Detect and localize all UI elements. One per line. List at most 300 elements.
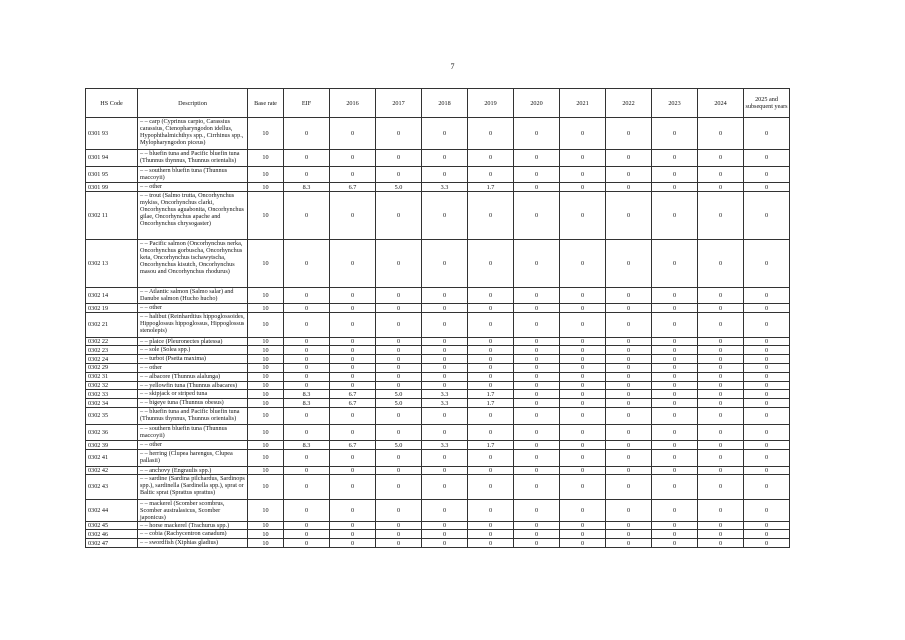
rate-cell: 0 (606, 304, 652, 313)
rate-cell: 0 (744, 239, 790, 287)
rate-cell: 0 (744, 313, 790, 337)
rate-cell: 0 (514, 407, 560, 424)
description-cell: – – sole (Solea spp.) (138, 346, 248, 355)
hs-code-cell: 0302 23 (86, 346, 138, 355)
rate-cell: 0 (422, 530, 468, 539)
hs-code-cell: 0302 33 (86, 390, 138, 399)
rate-cell: 0 (284, 407, 330, 424)
rate-cell: 0 (652, 118, 698, 150)
rate-cell: 0 (284, 192, 330, 240)
rate-cell: 0 (698, 346, 744, 355)
rate-cell: 5.0 (376, 390, 422, 399)
rate-cell: 0 (560, 346, 606, 355)
rate-cell: 0 (330, 381, 376, 390)
rate-cell: 0 (698, 337, 744, 346)
rate-cell: 10 (248, 499, 284, 521)
rate-cell: 0 (422, 424, 468, 441)
rate-cell: 0 (468, 313, 514, 337)
table-row (86, 239, 790, 287)
rate-cell: 0 (514, 449, 560, 466)
rate-cell: 0 (376, 346, 422, 355)
rate-cell: 0 (376, 530, 422, 539)
description-cell: – – Atlantic salmon (Salmo salar) and Danube salmon (Hucho hucho) (138, 287, 248, 304)
rate-cell: 0 (606, 166, 652, 183)
rate-cell: 0 (652, 304, 698, 313)
rate-cell: 0 (468, 346, 514, 355)
header-2020: 2020 (514, 89, 560, 118)
rate-cell: 0 (652, 466, 698, 475)
rate-cell: 0 (330, 192, 376, 240)
rate-cell: 0 (744, 539, 790, 548)
rate-cell: 10 (248, 313, 284, 337)
rate-cell: 0 (744, 304, 790, 313)
rate-cell: 0 (330, 407, 376, 424)
rate-cell: 0 (330, 313, 376, 337)
rate-cell: 0 (652, 150, 698, 167)
rate-cell: 0 (376, 424, 422, 441)
hs-code-cell: 0301 95 (86, 166, 138, 183)
rate-cell: 0 (652, 521, 698, 530)
header-2022: 2022 (606, 89, 652, 118)
rate-cell: 0 (284, 166, 330, 183)
rate-cell: 0 (468, 192, 514, 240)
page-number: 7 (450, 62, 455, 71)
hs-code-cell: 0302 44 (86, 499, 138, 521)
rate-cell: 0 (422, 355, 468, 364)
rate-cell: 0 (652, 499, 698, 521)
rate-cell: 0 (652, 424, 698, 441)
rate-cell: 0 (744, 118, 790, 150)
rate-cell: 3.3 (422, 399, 468, 408)
rate-cell: 0 (560, 192, 606, 240)
rate-cell: 0 (330, 530, 376, 539)
rate-cell: 6.7 (330, 441, 376, 450)
rate-cell: 10 (248, 118, 284, 150)
rate-cell: 0 (284, 381, 330, 390)
rate-cell: 0 (698, 372, 744, 381)
rate-cell: 0 (652, 239, 698, 287)
description-cell: – – carp (Cyprinus carpio, Carassius carassius, Ctenopharyngodon idellus, Hypophthalmichthys spp., Cirrhinus spp., Mylopharyngodon piceus) (138, 118, 248, 150)
rate-cell: 10 (248, 407, 284, 424)
description-cell: – – bluefin tuna and Pacific bluefin tuna (Thunnus thynnus, Thunnus orientalis) (138, 150, 248, 167)
rate-cell: 0 (514, 337, 560, 346)
rate-cell: 0 (652, 183, 698, 192)
rate-cell: 6.7 (330, 390, 376, 399)
rate-cell: 0 (284, 287, 330, 304)
rate-cell: 0 (652, 475, 698, 499)
rate-cell: 0 (284, 304, 330, 313)
rate-cell: 0 (606, 449, 652, 466)
rate-cell: 0 (652, 390, 698, 399)
rate-cell: 0 (606, 499, 652, 521)
rate-cell: 0 (376, 521, 422, 530)
rate-cell: 0 (422, 304, 468, 313)
rate-cell: 0 (330, 499, 376, 521)
hs-code-cell: 0302 24 (86, 355, 138, 364)
description-cell: – – mackerel (Scomber scombrus, Scomber australasicus, Scomber japonicus) (138, 499, 248, 521)
rate-cell: 0 (698, 381, 744, 390)
rate-cell: 0 (376, 499, 422, 521)
rate-cell: 0 (652, 313, 698, 337)
rate-cell: 0 (284, 313, 330, 337)
rate-cell: 10 (248, 381, 284, 390)
rate-cell: 0 (422, 166, 468, 183)
rate-cell: 0 (514, 499, 560, 521)
rate-cell: 10 (248, 337, 284, 346)
rate-cell: 0 (744, 449, 790, 466)
rate-cell: 0 (606, 399, 652, 408)
rate-cell: 0 (514, 192, 560, 240)
rate-cell: 0 (284, 466, 330, 475)
table-row (86, 530, 790, 539)
rate-cell: 0 (514, 287, 560, 304)
rate-cell: 0 (606, 521, 652, 530)
rate-cell: 0 (514, 372, 560, 381)
rate-cell: 0 (284, 475, 330, 499)
rate-cell: 10 (248, 166, 284, 183)
rate-cell: 0 (284, 239, 330, 287)
rate-cell: 0 (698, 363, 744, 372)
rate-cell: 0 (330, 363, 376, 372)
rate-cell: 10 (248, 441, 284, 450)
rate-cell: 0 (606, 346, 652, 355)
rate-cell: 0 (652, 530, 698, 539)
rate-cell: 0 (744, 372, 790, 381)
hs-code-cell: 0302 29 (86, 363, 138, 372)
rate-cell: 0 (560, 530, 606, 539)
rate-cell: 8.3 (284, 390, 330, 399)
rate-cell: 0 (652, 166, 698, 183)
rate-cell: 0 (376, 466, 422, 475)
header-2024: 2024 (698, 89, 744, 118)
rate-cell: 0 (652, 346, 698, 355)
rate-cell: 0 (376, 363, 422, 372)
rate-cell: 0 (560, 150, 606, 167)
rate-cell: 0 (330, 449, 376, 466)
rate-cell: 0 (606, 192, 652, 240)
rate-cell: 0 (376, 381, 422, 390)
rate-cell: 10 (248, 399, 284, 408)
description-cell: – – albacore (Thunnus alalunga) (138, 372, 248, 381)
rate-cell: 0 (652, 539, 698, 548)
hs-code-cell: 0301 99 (86, 183, 138, 192)
table-row (86, 499, 790, 521)
header-2017: 2017 (376, 89, 422, 118)
rate-cell: 0 (560, 372, 606, 381)
rate-cell: 10 (248, 304, 284, 313)
rate-cell: 10 (248, 192, 284, 240)
table-row (86, 287, 790, 304)
rate-cell: 0 (330, 150, 376, 167)
rate-cell: 0 (376, 192, 422, 240)
table-row (86, 118, 790, 150)
rate-cell: 0 (606, 424, 652, 441)
rate-cell: 0 (698, 466, 744, 475)
rate-cell: 0 (376, 407, 422, 424)
rate-cell: 0 (468, 150, 514, 167)
header-2025-and-subsequent-years: 2025 and subsequent years (744, 89, 790, 118)
rate-cell: 0 (422, 407, 468, 424)
description-cell: – – cobia (Rachycentron canadum) (138, 530, 248, 539)
rate-cell: 0 (652, 372, 698, 381)
rate-cell: 0 (468, 287, 514, 304)
rate-cell: 0 (468, 499, 514, 521)
hs-code-cell: 0302 43 (86, 475, 138, 499)
hs-code-cell: 0302 19 (86, 304, 138, 313)
rate-cell: 0 (422, 118, 468, 150)
tariff-schedule-table (85, 88, 790, 548)
hs-code-cell: 0302 47 (86, 539, 138, 548)
rate-cell: 0 (698, 530, 744, 539)
rate-cell: 0 (422, 475, 468, 499)
rate-cell: 0 (468, 372, 514, 381)
description-cell: – – other (138, 441, 248, 450)
rate-cell: 3.3 (422, 390, 468, 399)
rate-cell: 0 (744, 166, 790, 183)
rate-cell: 0 (698, 304, 744, 313)
rate-cell: 0 (698, 407, 744, 424)
description-cell: – – turbot (Psetta maxima) (138, 355, 248, 364)
rate-cell: 10 (248, 183, 284, 192)
rate-cell: 0 (284, 150, 330, 167)
rate-cell: 0 (560, 475, 606, 499)
rate-cell: 0 (376, 539, 422, 548)
table-row (86, 355, 790, 364)
rate-cell: 0 (514, 521, 560, 530)
rate-cell: 0 (698, 390, 744, 399)
rate-cell: 0 (744, 390, 790, 399)
rate-cell: 0 (284, 363, 330, 372)
rate-cell: 0 (652, 363, 698, 372)
rate-cell: 0 (514, 239, 560, 287)
hs-code-cell: 0301 94 (86, 150, 138, 167)
rate-cell: 3.3 (422, 183, 468, 192)
rate-cell: 0 (284, 118, 330, 150)
rate-cell: 0 (606, 313, 652, 337)
rate-cell: 0 (560, 313, 606, 337)
rate-cell: 1.7 (468, 399, 514, 408)
rate-cell: 0 (698, 313, 744, 337)
rate-cell: 10 (248, 363, 284, 372)
rate-cell: 0 (468, 539, 514, 548)
table-header-row (86, 89, 790, 118)
rate-cell: 0 (330, 239, 376, 287)
rate-cell: 0 (468, 166, 514, 183)
rate-cell: 0 (652, 399, 698, 408)
description-cell: – – bigeye tuna (Thunnus obesus) (138, 399, 248, 408)
hs-code-cell: 0302 42 (86, 466, 138, 475)
description-cell: – – southern bluefin tuna (Thunnus maccoyii) (138, 424, 248, 441)
rate-cell: 0 (514, 424, 560, 441)
rate-cell: 0 (514, 539, 560, 548)
rate-cell: 0 (606, 407, 652, 424)
rate-cell: 0 (698, 475, 744, 499)
rate-cell: 0 (376, 337, 422, 346)
rate-cell: 0 (698, 239, 744, 287)
rate-cell: 0 (514, 441, 560, 450)
table-row (86, 363, 790, 372)
rate-cell: 0 (560, 381, 606, 390)
description-cell: – – other (138, 304, 248, 313)
rate-cell: 0 (468, 521, 514, 530)
hs-code-cell: 0302 14 (86, 287, 138, 304)
description-cell: – – swordfish (Xiphias gladius) (138, 539, 248, 548)
rate-cell: 0 (560, 539, 606, 548)
rate-cell: 10 (248, 475, 284, 499)
rate-cell: 0 (422, 381, 468, 390)
rate-cell: 10 (248, 539, 284, 548)
rate-cell: 0 (698, 183, 744, 192)
rate-cell: 0 (514, 118, 560, 150)
rate-cell: 0 (514, 183, 560, 192)
rate-cell: 0 (330, 355, 376, 364)
rate-cell: 0 (606, 390, 652, 399)
rate-cell: 0 (422, 466, 468, 475)
rate-cell: 10 (248, 346, 284, 355)
rate-cell: 0 (284, 521, 330, 530)
rate-cell: 0 (560, 390, 606, 399)
rate-cell: 0 (376, 449, 422, 466)
rate-cell: 0 (606, 363, 652, 372)
rate-cell: 0 (698, 166, 744, 183)
hs-code-cell: 0302 11 (86, 192, 138, 240)
rate-cell: 0 (468, 355, 514, 364)
rate-cell: 0 (514, 166, 560, 183)
rate-cell: 0 (468, 449, 514, 466)
rate-cell: 0 (606, 475, 652, 499)
table-row (86, 449, 790, 466)
rate-cell: 10 (248, 521, 284, 530)
rate-cell: 0 (376, 239, 422, 287)
rate-cell: 0 (422, 150, 468, 167)
rate-cell: 0 (514, 346, 560, 355)
rate-cell: 0 (744, 337, 790, 346)
rate-cell: 5.0 (376, 399, 422, 408)
hs-code-cell: 0302 21 (86, 313, 138, 337)
rate-cell: 0 (744, 424, 790, 441)
rate-cell: 0 (422, 539, 468, 548)
rate-cell: 0 (560, 183, 606, 192)
table-row (86, 521, 790, 530)
table-row (86, 441, 790, 450)
table-row (86, 407, 790, 424)
header-2019: 2019 (468, 89, 514, 118)
hs-code-cell: 0302 46 (86, 530, 138, 539)
description-cell: – – southern bluefin tuna (Thunnus maccoyii) (138, 166, 248, 183)
rate-cell: 0 (744, 441, 790, 450)
hs-code-cell: 0302 35 (86, 407, 138, 424)
rate-cell: 0 (652, 407, 698, 424)
rate-cell: 0 (284, 424, 330, 441)
rate-cell: 0 (606, 381, 652, 390)
rate-cell: 0 (330, 372, 376, 381)
rate-cell: 0 (422, 499, 468, 521)
rate-cell: 0 (284, 499, 330, 521)
rate-cell: 5.0 (376, 183, 422, 192)
rate-cell: 0 (330, 118, 376, 150)
rate-cell: 0 (330, 287, 376, 304)
rate-cell: 0 (698, 287, 744, 304)
rate-cell: 0 (698, 355, 744, 364)
rate-cell: 0 (422, 363, 468, 372)
rate-cell: 0 (376, 118, 422, 150)
rate-cell: 10 (248, 449, 284, 466)
description-cell: – – skipjack or striped tuna (138, 390, 248, 399)
table-row (86, 424, 790, 441)
rate-cell: 0 (284, 530, 330, 539)
rate-cell: 0 (744, 521, 790, 530)
description-cell: – – sardine (Sardina pilchardus, Sardinops spp.), sardinella (Sardinella spp.), sprat or Baltic sprat (Sprattus sprattus) (138, 475, 248, 499)
rate-cell: 0 (744, 346, 790, 355)
rate-cell: 0 (606, 337, 652, 346)
rate-cell: 0 (652, 449, 698, 466)
rate-cell: 0 (514, 304, 560, 313)
header-hs-code: HS Code (86, 89, 138, 118)
description-cell: – – other (138, 183, 248, 192)
rate-cell: 0 (514, 475, 560, 499)
rate-cell: 0 (744, 475, 790, 499)
rate-cell: 0 (376, 372, 422, 381)
rate-cell: 0 (330, 166, 376, 183)
rate-cell: 0 (468, 530, 514, 539)
rate-cell: 0 (560, 166, 606, 183)
description-cell: – – yellowfin tuna (Thunnus albacares) (138, 381, 248, 390)
rate-cell: 5.0 (376, 441, 422, 450)
rate-cell: 1.7 (468, 390, 514, 399)
table-row (86, 475, 790, 499)
rate-cell: 0 (652, 355, 698, 364)
rate-cell: 6.7 (330, 183, 376, 192)
rate-cell: 0 (606, 118, 652, 150)
description-cell: – – plaice (Pleuronectes platessa) (138, 337, 248, 346)
description-cell: – – trout (Salmo trutta, Oncorhynchus mykiss, Oncorhynchus clarki, Oncorhynchus aguabonita, Oncorhynchus gilae, Oncorhynchus apache and Oncorhynchus chrysogaster) (138, 192, 248, 240)
rate-cell: 0 (376, 166, 422, 183)
header-2023: 2023 (652, 89, 698, 118)
rate-cell: 0 (422, 346, 468, 355)
rate-cell: 0 (330, 304, 376, 313)
rate-cell: 0 (560, 304, 606, 313)
table-row (86, 539, 790, 548)
hs-code-cell: 0302 32 (86, 381, 138, 390)
rate-cell: 0 (330, 475, 376, 499)
rate-cell: 10 (248, 466, 284, 475)
rate-cell: 0 (330, 337, 376, 346)
rate-cell: 0 (698, 150, 744, 167)
table-row (86, 337, 790, 346)
rate-cell: 0 (560, 521, 606, 530)
rate-cell: 1.7 (468, 441, 514, 450)
rate-cell: 0 (514, 363, 560, 372)
rate-cell: 0 (744, 192, 790, 240)
hs-code-cell: 0302 13 (86, 239, 138, 287)
table-row (86, 346, 790, 355)
rate-cell: 10 (248, 150, 284, 167)
rate-cell: 0 (560, 399, 606, 408)
header-description: Description (138, 89, 248, 118)
rate-cell: 0 (698, 441, 744, 450)
rate-cell: 10 (248, 239, 284, 287)
table-body (86, 118, 790, 548)
table-row (86, 166, 790, 183)
rate-cell: 0 (468, 363, 514, 372)
header-eif: EIF (284, 89, 330, 118)
rate-cell: 0 (330, 466, 376, 475)
hs-code-cell: 0302 41 (86, 449, 138, 466)
rate-cell: 0 (376, 304, 422, 313)
rate-cell: 0 (560, 239, 606, 287)
rate-cell: 8.3 (284, 441, 330, 450)
rate-cell: 0 (698, 399, 744, 408)
